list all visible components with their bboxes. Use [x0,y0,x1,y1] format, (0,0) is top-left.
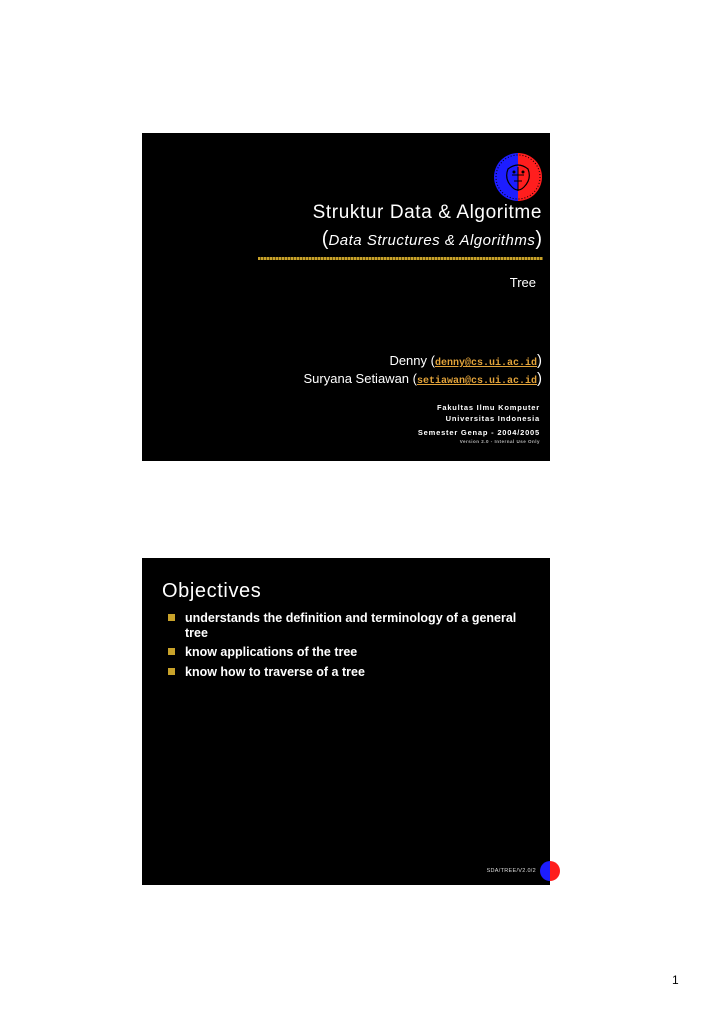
university-name: Universitas Indonesia [445,414,540,423]
author-denny: Denny (denny@cs.ui.ac.id) [389,352,542,369]
faculty-name: Fakultas Ilmu Komputer [436,403,540,412]
author-suryana: Suryana Setiawan (setiawan@cs.ui.ac.id) [303,370,542,387]
list-item: understands the definition and terminology of a general tree [168,611,528,640]
slide-title: Struktur Data & Algoritme [312,202,542,223]
topic-label: Tree [509,275,536,290]
objectives-slide [142,558,550,885]
slide-title: Objectives [162,580,262,602]
semester-label: Semester Genap - 2004/2005 [417,428,540,437]
bullet-square-icon [168,648,175,655]
email-link[interactable]: denny@cs.ui.ac.id [434,358,537,369]
slide-footer-code: SDA/TREE/V2.0/2 [486,868,536,874]
list-item: know how to traverse of a tree [168,665,528,680]
university-logo-icon [494,153,542,201]
page-number: 1 [672,973,679,987]
bullet-square-icon [168,668,175,675]
title-slide [142,133,550,461]
version-label: Version 2.0 - Internal Use Only [459,439,540,444]
list-item: know applications of the tree [168,645,528,660]
objectives-list [168,611,528,684]
bullet-square-icon [168,614,175,621]
slide-subtitle: (Data Structures & Algorithms) [321,228,542,250]
email-link[interactable]: setiawan@cs.ui.ac.id [416,376,537,387]
title-divider [258,257,543,260]
university-logo-icon [540,861,560,881]
